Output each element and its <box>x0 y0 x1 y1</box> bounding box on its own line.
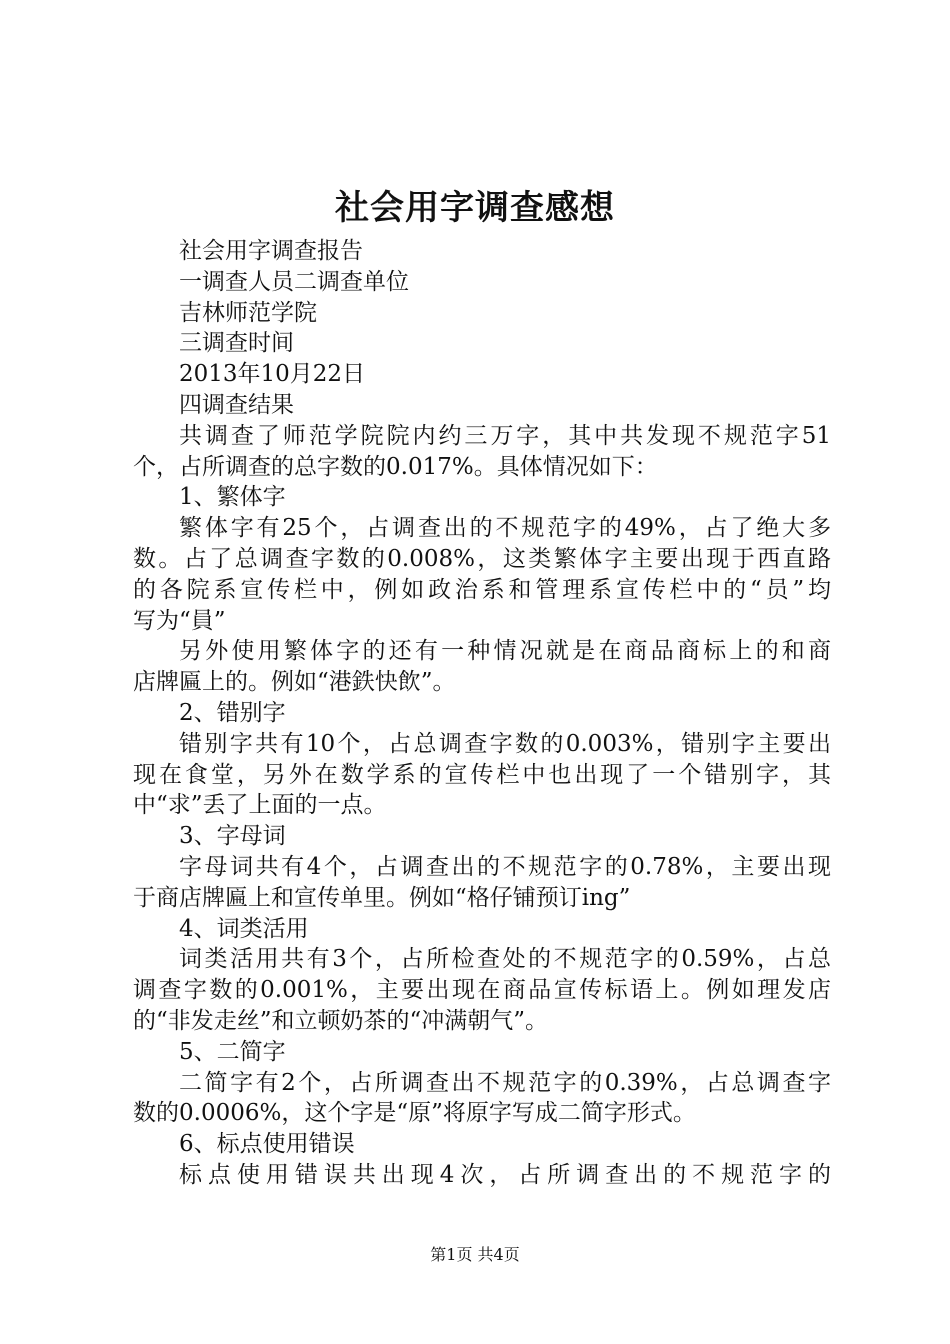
body-line: 店牌匾上的。例如“港鉄快飲”。 <box>133 669 456 696</box>
body-line: 另外使用繁体字的还有一种情况就是在商品商标上的和商 <box>179 638 831 665</box>
body-line: 繁体字有25个，占调查出的不规范字的49%，占了绝大多 <box>179 515 831 542</box>
body-line: 6、标点使用错误 <box>179 1131 355 1158</box>
body-line: 3、字母词 <box>179 823 286 850</box>
body-line: 调查字数的0.001%，主要出现在商品宣传标语上。例如理发店 <box>133 977 831 1004</box>
page-footer: 第1页 共4页 <box>430 1245 520 1264</box>
document-title: 社会用字调查感想 <box>335 188 615 228</box>
body-line: 四调查结果 <box>179 391 294 418</box>
body-line: 标点使用错误共出现4次，占所调查出的不规范字的 <box>179 1161 831 1188</box>
body-line: 错别字共有10个，占总调查字数的0.003%，错别字主要出 <box>179 730 831 757</box>
body-line: 的“非发走丝”和立顿奶茶的“冲满朝气”。 <box>133 1007 549 1034</box>
body-line: 现在食堂，另外在数学系的宣传栏中也出现了一个错别字，其 <box>133 761 831 788</box>
body-line: 5、二简字 <box>179 1038 286 1065</box>
body-line: 吉林师范学院 <box>179 299 317 326</box>
body-line: 社会用字调查报告 <box>179 238 363 264</box>
body-line: 2、错别字 <box>179 699 286 726</box>
body-line: 1、繁体字 <box>179 484 286 511</box>
body-line: 字母词共有4个，占调查出的不规范字的0.78%，主要出现 <box>179 853 831 880</box>
body-line: 2013年10月22日 <box>179 361 366 388</box>
body-line: 数。占了总调查字数的0.008%，这类繁体字主要出现于西直路 <box>133 545 831 572</box>
body-line: 中“求”丢了上面的一点。 <box>133 792 387 819</box>
body-line: 写为“員” <box>133 607 226 634</box>
body-line: 二简字有2个，占所调查出不规范字的0.39%，占总调查字 <box>179 1069 831 1096</box>
body-line: 共调查了师范学院院内约三万字，其中共发现不规范字51 <box>179 422 831 449</box>
body-line: 个，占所调查的总字数的0.017%。具体情况如下： <box>133 453 658 480</box>
body-line: 一调查人员二调查单位 <box>179 268 409 295</box>
body-line: 于商店牌匾上和宣传单里。例如“格仔铺预订ing” <box>133 884 631 911</box>
document-body <box>133 236 831 1191</box>
body-line: 4、词类活用 <box>179 915 309 942</box>
body-line: 三调查时间 <box>179 330 294 357</box>
body-line: 数的0.0006%，这个字是“原”将原字写成二简字形式。 <box>133 1100 696 1127</box>
body-line: 词类活用共有3个，占所检查处的不规范字的0.59%，占总 <box>179 946 831 973</box>
body-line: 的各院系宣传栏中，例如政治系和管理系宣传栏中的“员”均 <box>133 576 831 603</box>
